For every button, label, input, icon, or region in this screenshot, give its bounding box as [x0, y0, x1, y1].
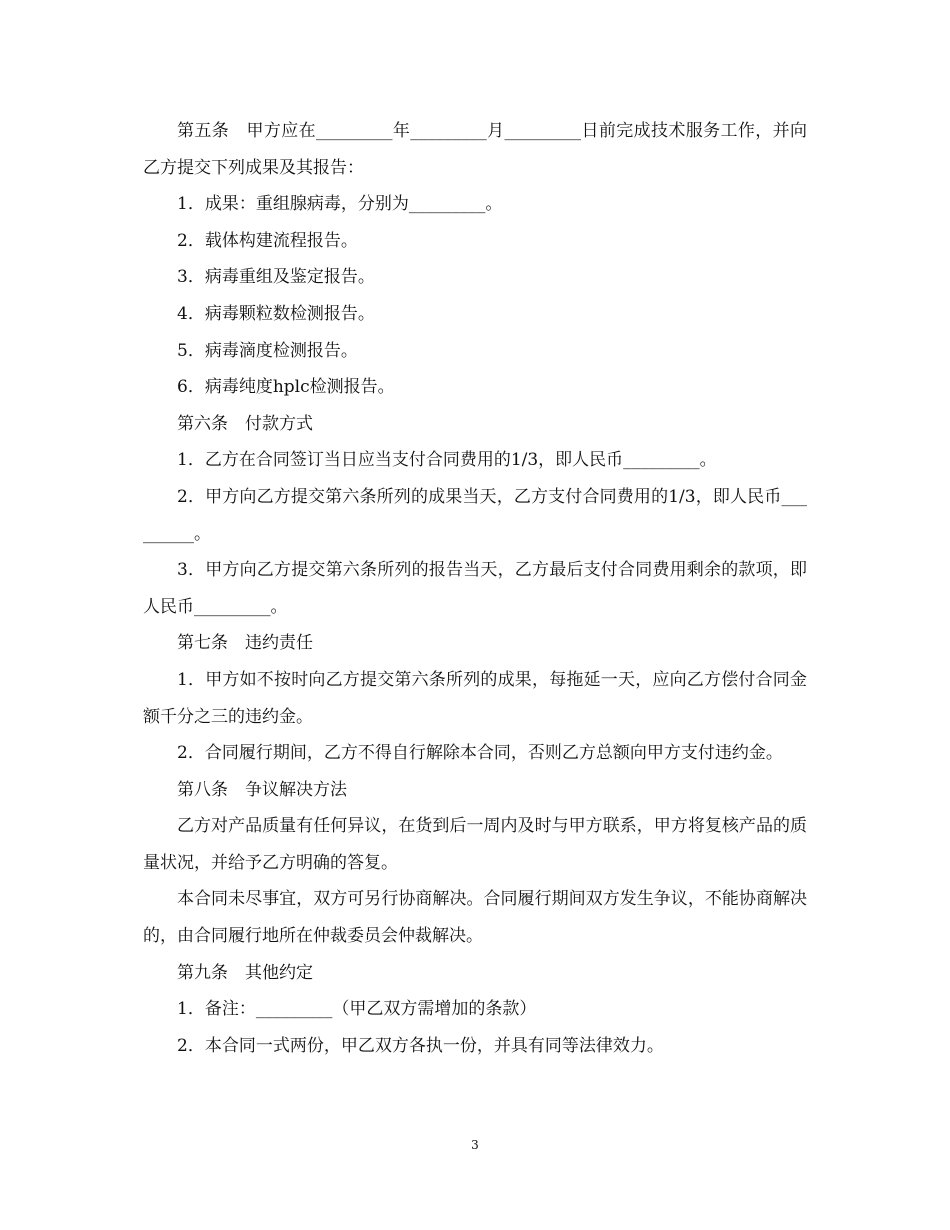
- list-item: 6．病毒纯度hplc检测报告。: [177, 377, 395, 398]
- list-item: 2．合同履行期间，乙方不得自行解除本合同，否则乙方总额向甲方支付违约金。: [177, 743, 783, 764]
- page-number: 3: [471, 1138, 479, 1152]
- body-paragraph: 本合同未尽事宜，双方可另行协商解决。合同履行期间双方发生争议，不能协商解决的，由合同履行地所在仲裁委员会仲裁解决。: [143, 889, 807, 947]
- article-9-heading: 第九条 其他约定: [177, 962, 313, 983]
- body-paragraph: 乙方对产品质量有任何异议，在货到后一周内及时与甲方联系，甲方将复核产品的质量状况，并给予乙方明确的答复。: [143, 816, 807, 873]
- list-item: 5．病毒滴度检测报告。: [177, 340, 358, 361]
- article-8-heading: 第八条 争议解决方法: [177, 779, 347, 800]
- list-item: 1．甲方如不按时向乙方提交第六条所列的成果，每拖延一天，应向乙方偿付合同金额千分之三的违约金。: [143, 669, 807, 727]
- list-item: 1．备注：_________（甲乙双方需增加的条款）: [177, 999, 537, 1020]
- article-6-heading: 第六条 付款方式: [177, 413, 313, 434]
- article-7-heading: 第七条 违约责任: [177, 633, 313, 654]
- list-item: 2．载体构建流程报告。: [177, 230, 358, 251]
- list-item: 2．本合同一式两份，甲乙双方各执一份，并具有同等法律效力。: [177, 1035, 664, 1056]
- list-item: 2．甲方向乙方提交第六条所列的成果当天，乙方支付合同费用的1/3，即人民币_________。: [143, 486, 807, 544]
- contract-body: [143, 113, 807, 1064]
- article-5-paragraph: 第五条 甲方应在_________年_________月_________日前完成技术服务工作，并向乙方提交下列成果及其报告：: [143, 121, 807, 178]
- list-item: 3．甲方向乙方提交第六条所列的报告当天，乙方最后支付合同费用剩余的款项，即人民币_________。: [143, 560, 807, 617]
- list-item: 1．乙方在合同签订当日应当支付合同费用的1/3，即人民币_________。: [177, 450, 717, 471]
- list-item: 4．病毒颗粒数检测报告。: [177, 303, 375, 324]
- list-item: 1．成果：重组腺病毒，分别为_________。: [177, 194, 503, 215]
- list-item: 3．病毒重组及鉴定报告。: [177, 267, 375, 288]
